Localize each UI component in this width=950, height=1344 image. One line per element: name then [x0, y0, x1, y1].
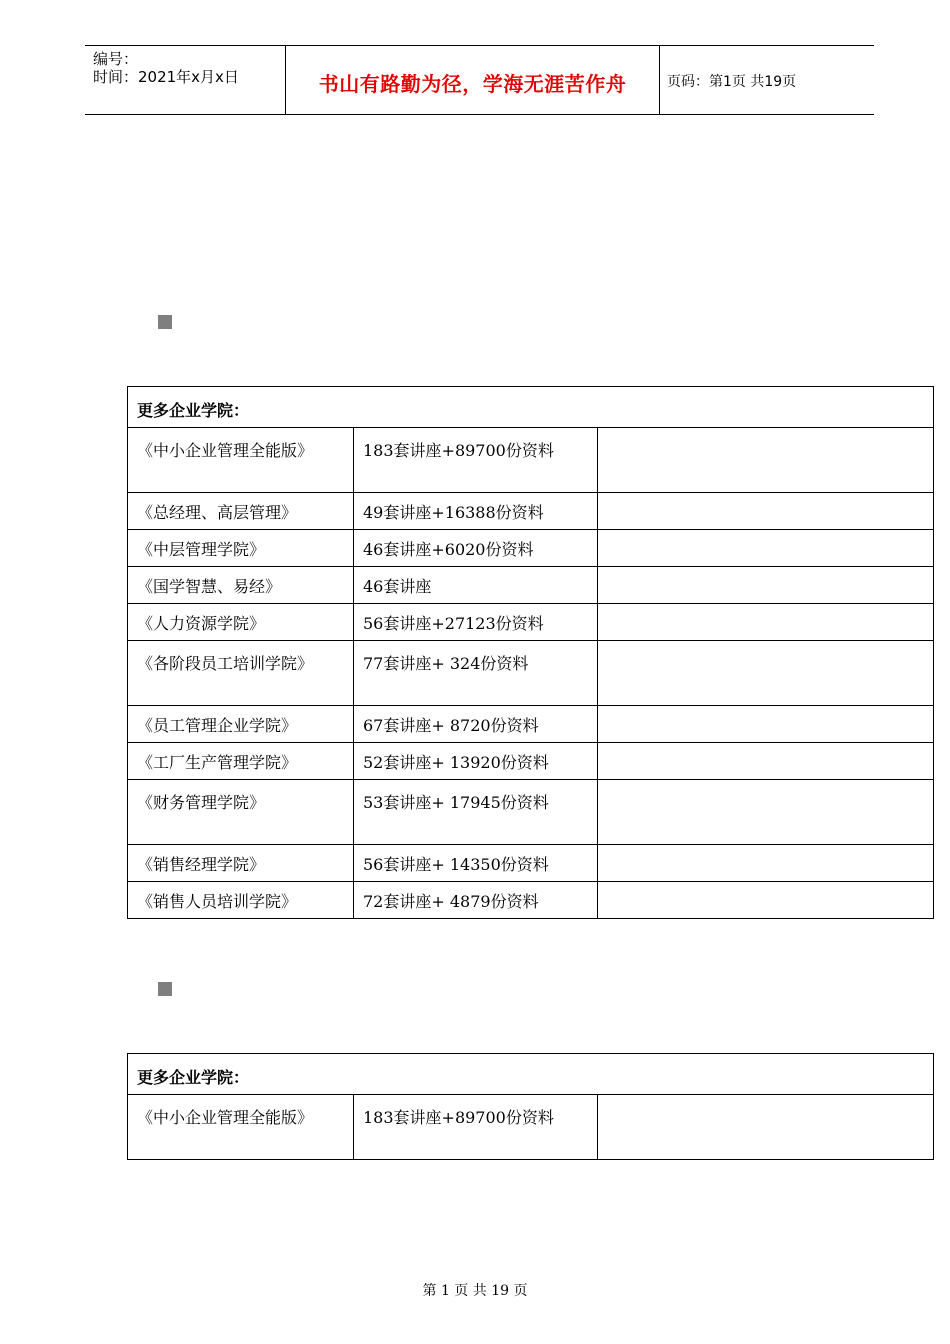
academy-name: 《中小企业管理全能版》 — [128, 428, 354, 493]
academy-extra — [598, 845, 934, 882]
header-page-cell — [659, 46, 874, 114]
academy-content: 52套讲座+ 13920份资料 — [354, 743, 598, 780]
academy-content: 46套讲座 — [354, 567, 598, 604]
page-info: 页码：第1页 共19页 — [667, 74, 797, 90]
header-left-cell — [85, 46, 285, 114]
table-row — [128, 604, 934, 641]
academy-extra — [598, 567, 934, 604]
academy-extra — [598, 743, 934, 780]
table-row — [128, 530, 934, 567]
table-row — [128, 845, 934, 882]
academy-extra — [598, 604, 934, 641]
table-row — [128, 567, 934, 604]
academy-extra — [598, 530, 934, 567]
academy-table-1 — [127, 386, 934, 919]
academy-name: 《财务管理学院》 — [128, 780, 354, 845]
table-row — [128, 882, 934, 919]
academy-content: 53套讲座+ 17945份资料 — [354, 780, 598, 845]
academy-extra — [598, 641, 934, 706]
table-row — [128, 706, 934, 743]
academy-content: 56套讲座+ 14350份资料 — [354, 845, 598, 882]
academy-content: 56套讲座+27123份资料 — [354, 604, 598, 641]
academy-name: 《员工管理企业学院》 — [128, 706, 354, 743]
number-label: 编号： — [93, 50, 139, 68]
table-row — [128, 428, 934, 493]
time-label: 时间：2021年x月x日 — [93, 68, 239, 86]
academy-name: 《工厂生产管理学院》 — [128, 743, 354, 780]
page-header — [85, 45, 874, 115]
academy-name: 《国学智慧、易经》 — [128, 567, 354, 604]
academy-name: 《总经理、高层管理》 — [128, 493, 354, 530]
academy-content: 183套讲座+89700份资料 — [354, 428, 598, 493]
academy-table-2 — [127, 1053, 934, 1160]
motto-text: 书山有路勤为径，学海无涯苦作舟 — [318, 72, 627, 96]
square-bullet-icon — [158, 982, 172, 996]
academy-content: 67套讲座+ 8720份资料 — [354, 706, 598, 743]
academy-extra — [598, 780, 934, 845]
academy-extra — [598, 493, 934, 530]
academy-name: 《中小企业管理全能版》 — [128, 1095, 354, 1160]
academy-content: 72套讲座+ 4879份资料 — [354, 882, 598, 919]
academy-extra — [598, 1095, 934, 1160]
academy-content: 46套讲座+6020份资料 — [354, 530, 598, 567]
academy-content: 183套讲座+89700份资料 — [354, 1095, 598, 1160]
academy-name: 《人力资源学院》 — [128, 604, 354, 641]
academy-name: 《销售人员培训学院》 — [128, 882, 354, 919]
table-row — [128, 1095, 934, 1160]
table-row — [128, 641, 934, 706]
academy-extra — [598, 706, 934, 743]
table-row — [128, 743, 934, 780]
academy-extra — [598, 428, 934, 493]
table-heading: 更多企业学院： — [128, 387, 934, 428]
academy-name: 《销售经理学院》 — [128, 845, 354, 882]
academy-name: 《中层管理学院》 — [128, 530, 354, 567]
page-footer: 第 1 页 共 19 页 — [422, 1283, 528, 1299]
table-row — [128, 493, 934, 530]
academy-extra — [598, 882, 934, 919]
academy-content: 77套讲座+ 324份资料 — [354, 641, 598, 706]
square-bullet-icon — [158, 315, 172, 329]
table-row — [128, 780, 934, 845]
academy-name: 《各阶段员工培训学院》 — [128, 641, 354, 706]
header-motto-cell — [285, 46, 660, 114]
academy-content: 49套讲座+16388份资料 — [354, 493, 598, 530]
table-heading: 更多企业学院： — [128, 1054, 934, 1095]
